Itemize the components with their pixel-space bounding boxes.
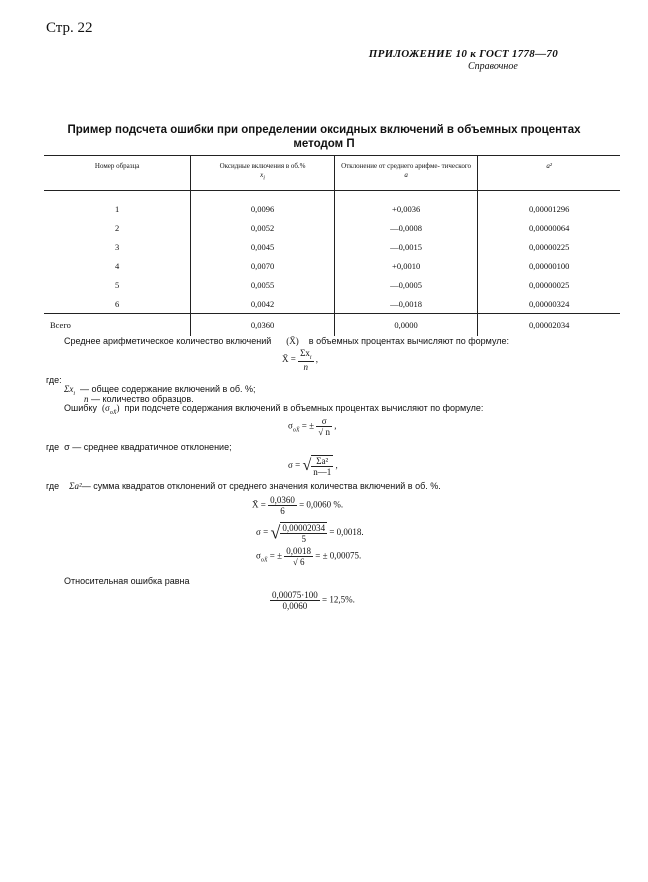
table-title: [60, 123, 588, 151]
table-row: 5 0,0055 —0,0005 0,00000025: [44, 275, 620, 294]
table-total-row: Всего 0,0360 0,0000 0,00002034: [44, 314, 620, 337]
table-row: 6 0,0042 —0,0018 0,00000324: [44, 294, 620, 314]
calc-mean: X̄ = $\frac{0,0360}{6}$ = 0,0060 %.: [252, 495, 344, 516]
header-inclusions: [191, 156, 334, 191]
definition-n: n — количество образцов.: [84, 394, 194, 404]
paragraph-error: Ошибку $(\sigma_{oX̄})$ при подсчете содержания включений в объемных процентах вычисляют по формуле:: [64, 403, 484, 416]
title-line-1: Пример подсчета ошибки при определении оксидных включений в объемных процентах: [67, 124, 581, 136]
formula-sigma: σ = √ $\frac{\text{Σa²}}{n—1}$ ,: [288, 456, 338, 477]
definition-sum-x: $\Sigma x_i$ — общее содержание включений в об. %;: [64, 384, 256, 397]
table-row: 2 0,0052 —0,0008 0,00000064: [44, 218, 620, 237]
formula-mean: X̄ = $\frac{\Sigma x_i}{n}$ ,: [282, 348, 318, 372]
error-calculation-table: [44, 155, 620, 336]
title-line-2: методом П: [293, 138, 355, 150]
table-row: 1 0,0096 +0,0036 0,00001296: [44, 191, 620, 219]
calc-error: $\sigma_{oX̄}$ = ± $\frac{0,0018}{√ 6}$ = ± 0,00075.: [256, 546, 362, 567]
where-label: где:: [46, 375, 62, 385]
header-square: a²: [478, 156, 620, 191]
annex-label: ПРИЛОЖЕНИЕ 10 к ГОСТ 1778—70: [368, 48, 558, 60]
formula-error: $\sigma_{oX̄}$ = ± $\frac{\sigma}{√ n}$ ,: [288, 416, 337, 437]
definition-sigma: где σ — среднее квадратичное отклонение;: [46, 442, 232, 452]
header-inclusions-label: Оксидные включения в об.%: [219, 162, 306, 170]
header-inclusions-symbol: $x_i$: [260, 171, 265, 182]
header-deviation-label: Отклонение от среднего арифме- тического: [341, 162, 472, 170]
header-deviation: [334, 156, 478, 191]
calc-sigma: σ = √ $\frac{0,00002034}{5}$ = 0,0018.: [256, 522, 364, 544]
table-header-row: [44, 156, 620, 191]
definition-sum-a2: где Σa²— сумма квадратов отклонений от среднего значения количества включений в об. %.: [46, 481, 441, 491]
relative-error-label: Относительная ошибка равна: [64, 576, 190, 586]
page-number: Стр. 22: [46, 20, 93, 36]
table-row: 3 0,0045 —0,0015 0,00000225: [44, 237, 620, 256]
header-sample: Номер образца: [94, 162, 140, 170]
header-deviation-symbol: a: [404, 171, 408, 179]
calc-relative-error: $\frac{0,00075\cdot 100}{0,0060}$ = 12,5%.: [272, 590, 355, 611]
annex-note: Справочное: [468, 61, 518, 72]
paragraph-mean: Среднее арифметическое количество включений (X̄) в объемных процентах вычисляют по формуле:: [64, 336, 510, 346]
table-row: 4 0,0070 +0,0010 0,00000100: [44, 256, 620, 275]
